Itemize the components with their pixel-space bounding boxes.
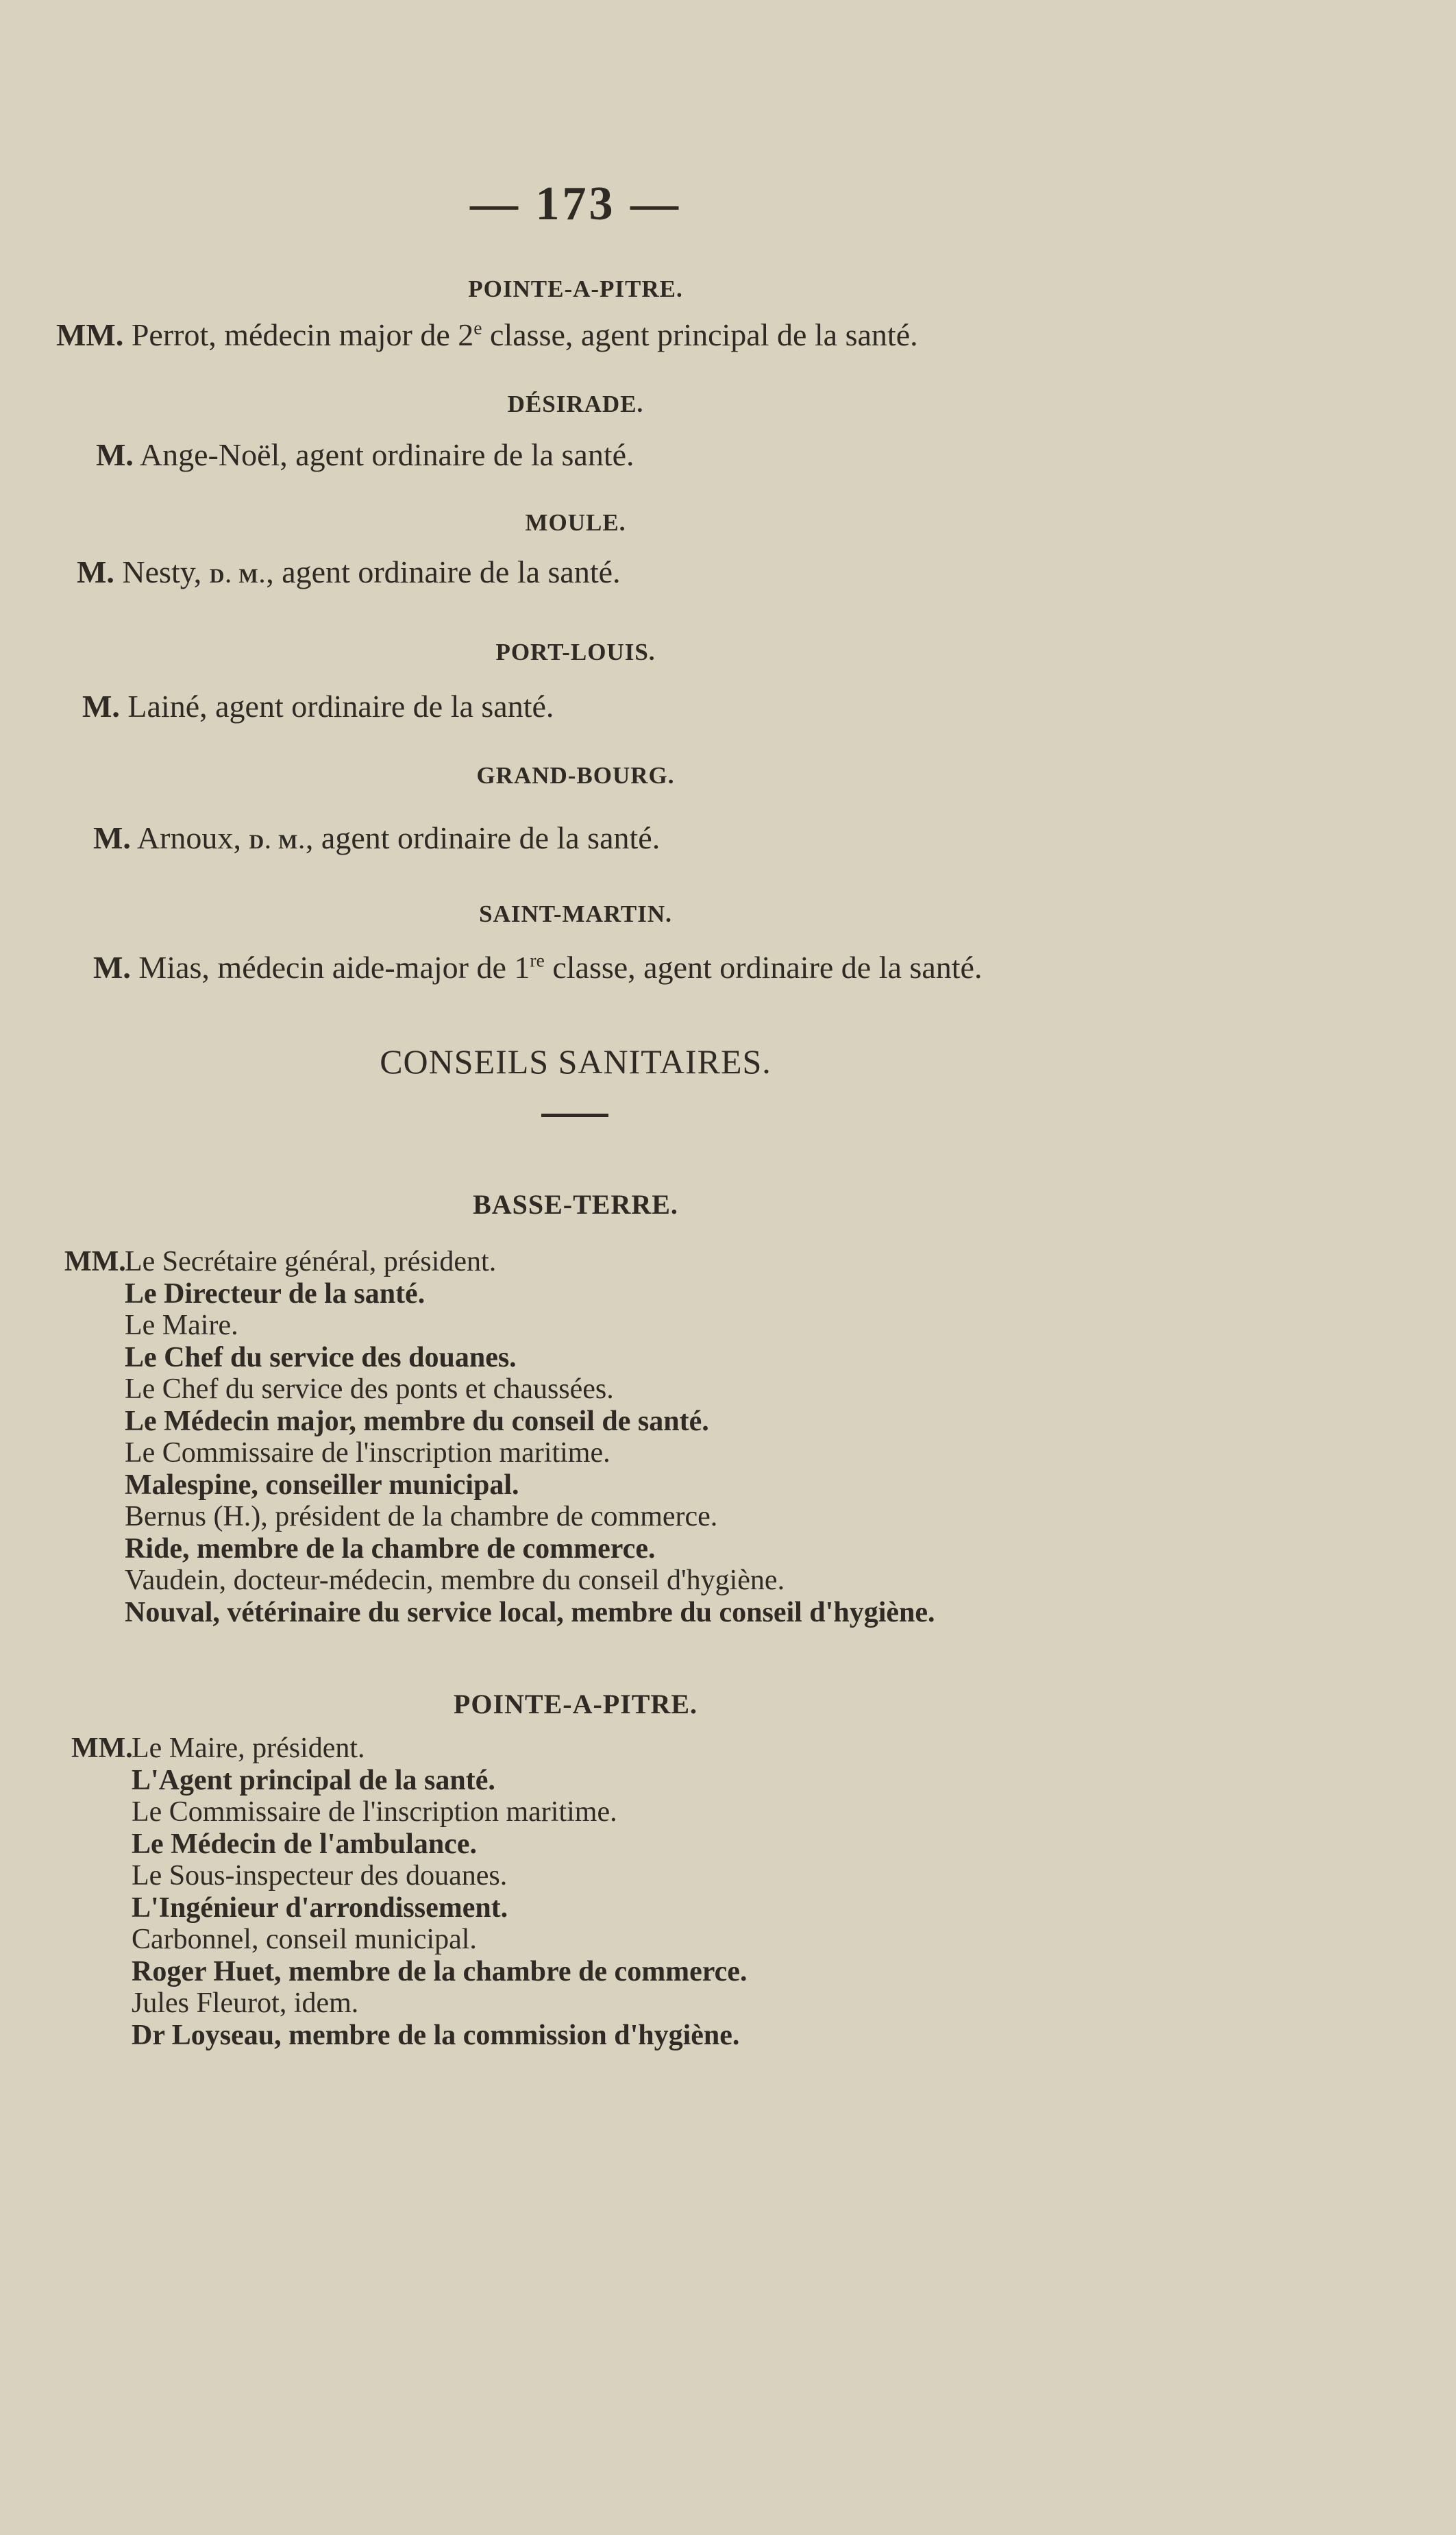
heading-port-louis: PORT-LOUIS.	[495, 639, 656, 665]
divider	[541, 1114, 608, 1117]
agent-entry: M. Nesty, D. M., agent ordinaire de la santé.	[77, 554, 621, 589]
list-item: Vaudein, docteur-médecin, membre du conseil d'hygiène.	[125, 1565, 785, 1596]
list-item: L'Ingénieur d'arrondissement.	[132, 1891, 508, 1924]
heading-grand-bourg: GRAND-BOURG.	[476, 762, 675, 789]
council-pointe-a-pitre-list	[71, 1732, 748, 2051]
list-item: Le Médecin major, membre du conseil de santé.	[125, 1405, 709, 1437]
list-item: Le Maire.	[125, 1310, 238, 1341]
list-item: Le Secrétaire général, président.	[125, 1246, 497, 1277]
list-item: Roger Huet, membre de la chambre de commerce.	[132, 1955, 748, 1987]
agent-entry	[93, 949, 982, 985]
agent-entry	[56, 317, 918, 353]
list-prefix: MM.	[71, 1732, 133, 1764]
agent-name: Nesty	[122, 554, 194, 589]
agent-role: , médecin major de 2	[208, 317, 474, 352]
list-item: Le Commissaire de l'inscription maritime.	[132, 1796, 617, 1828]
entry-prefix: M.	[82, 689, 120, 724]
agent-degree: D. M.	[209, 565, 267, 587]
agent-role-tail: classe, agent ordinaire de la santé.	[544, 950, 983, 985]
heading-basse-terre: BASSE-TERRE.	[473, 1189, 678, 1220]
agent-role: , médecin aide-major de 1	[201, 950, 530, 985]
agent-name: Arnoux	[136, 820, 234, 855]
heading-pointe-a-pitre: POINTE-A-PITRE.	[468, 275, 683, 302]
entry-prefix: MM.	[56, 317, 124, 352]
section-title: CONSEILS SANITAIRES.	[380, 1042, 772, 1081]
entry-prefix: M.	[93, 950, 131, 985]
council-basse-terre-list	[64, 1246, 935, 1628]
agent-role-tail: classe, agent principal de la santé.	[482, 317, 918, 352]
entry-prefix: M.	[77, 554, 114, 589]
list-item: Le Commissaire de l'inscription maritime.	[125, 1437, 610, 1469]
agent-name: Lainé	[127, 689, 200, 724]
agent-role: , agent ordinaire de la santé.	[199, 689, 554, 724]
agent-role: , agent ordinaire de la santé.	[305, 820, 661, 855]
list-item: Le Chef du service des douanes.	[125, 1341, 517, 1373]
list-item: Ride, membre de la chambre de commerce.	[125, 1532, 656, 1565]
agent-entry	[82, 688, 554, 724]
list-item: Jules Fleurot, idem.	[132, 1987, 359, 2019]
heading-desirade: DÉSIRADE.	[507, 391, 644, 417]
entry-prefix: M.	[96, 437, 134, 472]
agent-sup: e	[473, 317, 482, 339]
agent-sup: re	[530, 949, 545, 971]
agent-entry	[96, 437, 634, 473]
list-item: Le Directeur de la santé.	[125, 1277, 425, 1310]
heading-moule: MOULE.	[525, 509, 626, 536]
list-item: Le Chef du service des ponts et chaussées.	[125, 1373, 614, 1405]
heading-pointe-a-pitre-council: POINTE-A-PITRE.	[453, 1689, 698, 1719]
agent-entry: M. Arnoux, D. M., agent ordinaire de la santé.	[93, 820, 661, 855]
agent-role: , agent ordinaire de la santé.	[280, 437, 634, 472]
list-item: L'Agent principal de la santé.	[132, 1764, 495, 1796]
heading-saint-martin: SAINT-MARTIN.	[479, 901, 672, 927]
list-item: Malespine, conseiller municipal.	[125, 1469, 519, 1501]
list-item: Carbonnel, conseil municipal.	[132, 1924, 477, 1955]
entry-prefix: M.	[93, 820, 131, 855]
page-number: — 173 —	[470, 177, 681, 230]
agent-role: , agent ordinaire de la santé.	[266, 554, 621, 589]
agent-name: Ange-Noël	[139, 437, 280, 472]
agent-name: Mias	[138, 950, 202, 985]
list-item: Dr Loyseau, membre de la commission d'hygiène.	[132, 2019, 740, 2051]
list-item: Le Médecin de l'ambulance.	[132, 1828, 477, 1860]
list-item: Le Sous-inspecteur des douanes.	[132, 1860, 508, 1891]
list-item: Bernus (H.), président de la chambre de commerce.	[125, 1501, 718, 1532]
agent-degree: D. M.	[249, 831, 306, 853]
list-item: Le Maire, président.	[132, 1732, 365, 1764]
agent-name: Perrot	[131, 317, 209, 352]
list-item: Nouval, vétérinaire du service local, membre du conseil d'hygiène.	[125, 1596, 935, 1628]
list-prefix: MM.	[64, 1246, 126, 1277]
